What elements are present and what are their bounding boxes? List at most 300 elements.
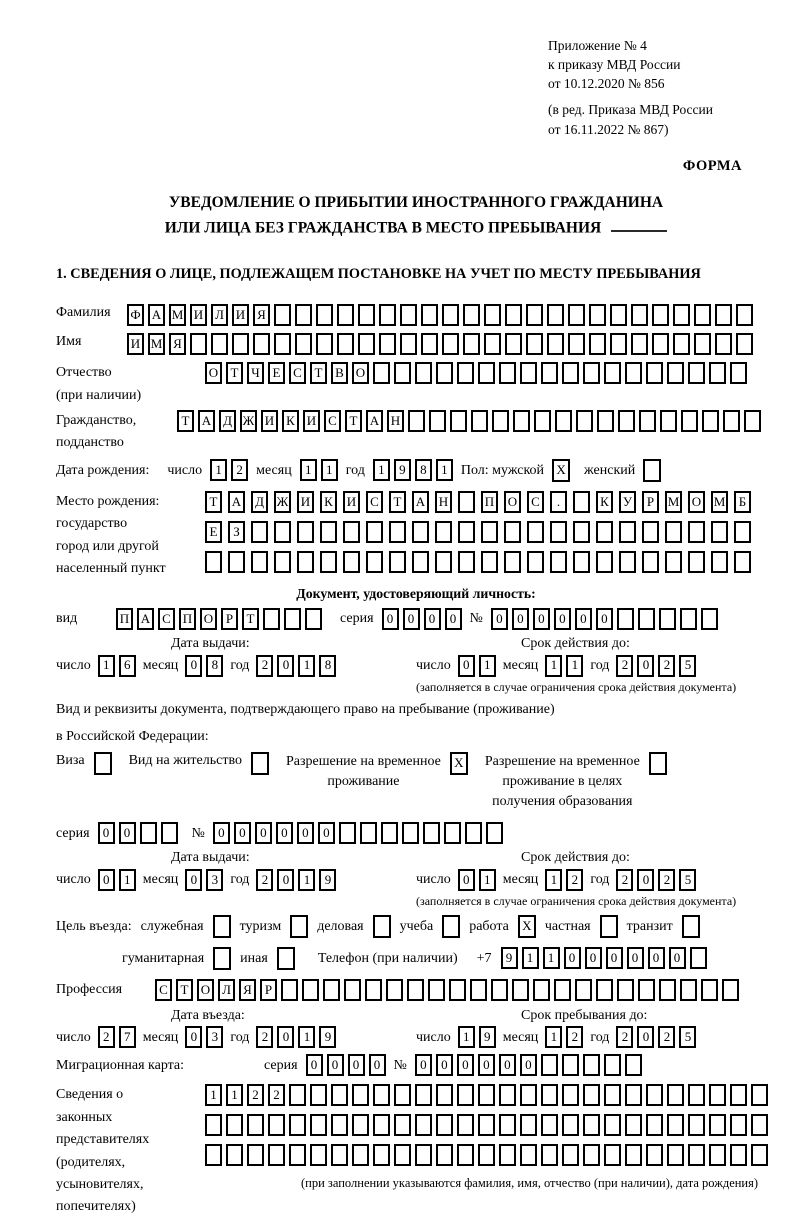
char-cell[interactable]: С <box>527 491 544 513</box>
char-cell[interactable]: 0 <box>648 947 665 969</box>
char-cell[interactable] <box>527 551 544 573</box>
char-cell[interactable] <box>400 304 417 326</box>
char-cell[interactable] <box>596 979 613 1001</box>
char-cell[interactable]: О <box>688 491 705 513</box>
char-cell[interactable] <box>625 362 642 384</box>
char-cell[interactable] <box>575 979 592 1001</box>
char-cell[interactable] <box>232 333 249 355</box>
char-cell[interactable]: Р <box>260 979 277 1001</box>
char-cell[interactable] <box>589 304 606 326</box>
char-cell[interactable]: 0 <box>596 608 613 630</box>
char-cell[interactable]: А <box>137 608 154 630</box>
char-cell[interactable] <box>331 1114 348 1136</box>
char-cell[interactable]: 1 <box>543 947 560 969</box>
char-cell[interactable]: 0 <box>424 608 441 630</box>
char-cell[interactable]: 0 <box>255 822 272 844</box>
char-cell[interactable]: А <box>148 304 165 326</box>
char-cell[interactable] <box>407 979 424 1001</box>
char-cell[interactable] <box>310 1144 327 1166</box>
char-cell[interactable] <box>400 333 417 355</box>
char-cell[interactable] <box>583 1114 600 1136</box>
char-cell[interactable]: 0 <box>669 947 686 969</box>
char-cell[interactable] <box>583 1054 600 1076</box>
char-cell[interactable] <box>394 1084 411 1106</box>
char-cell[interactable] <box>442 304 459 326</box>
char-cell[interactable]: О <box>504 491 521 513</box>
char-cell[interactable]: 1 <box>298 1026 315 1048</box>
char-cell[interactable] <box>550 551 567 573</box>
char-cell[interactable] <box>619 521 636 543</box>
char-cell[interactable] <box>415 1114 432 1136</box>
char-cell[interactable] <box>436 1084 453 1106</box>
char-cell[interactable] <box>450 410 467 432</box>
char-cell[interactable] <box>646 1144 663 1166</box>
char-cell[interactable] <box>547 304 564 326</box>
char-cell[interactable] <box>436 362 453 384</box>
purpose-option-checkbox[interactable]: X <box>518 915 536 938</box>
char-cell[interactable] <box>562 1114 579 1136</box>
char-cell[interactable]: А <box>198 410 215 432</box>
char-cell[interactable]: 2 <box>566 869 583 891</box>
char-cell[interactable] <box>352 1084 369 1106</box>
char-cell[interactable] <box>541 362 558 384</box>
char-cell[interactable] <box>715 333 732 355</box>
char-cell[interactable]: 2 <box>658 869 675 891</box>
char-cell[interactable]: 2 <box>256 655 273 677</box>
char-cell[interactable] <box>274 304 291 326</box>
char-cell[interactable] <box>366 521 383 543</box>
char-cell[interactable]: 1 <box>545 1026 562 1048</box>
char-cell[interactable]: 1 <box>522 947 539 969</box>
char-cell[interactable] <box>665 521 682 543</box>
char-cell[interactable]: И <box>297 491 314 513</box>
char-cell[interactable] <box>492 410 509 432</box>
char-cell[interactable] <box>504 521 521 543</box>
char-cell[interactable] <box>251 551 268 573</box>
char-cell[interactable] <box>481 551 498 573</box>
char-cell[interactable]: 0 <box>436 1054 453 1076</box>
char-cell[interactable]: Л <box>218 979 235 1001</box>
char-cell[interactable] <box>310 1084 327 1106</box>
char-cell[interactable]: Я <box>253 304 270 326</box>
char-cell[interactable] <box>295 304 312 326</box>
char-cell[interactable] <box>562 1144 579 1166</box>
char-cell[interactable] <box>680 608 697 630</box>
char-cell[interactable] <box>491 979 508 1001</box>
char-cell[interactable] <box>284 608 301 630</box>
char-cell[interactable] <box>512 979 529 1001</box>
char-cell[interactable]: 9 <box>501 947 518 969</box>
char-cell[interactable] <box>631 333 648 355</box>
char-cell[interactable]: 0 <box>382 608 399 630</box>
char-cell[interactable]: О <box>197 979 214 1001</box>
char-cell[interactable]: 1 <box>300 459 317 481</box>
char-cell[interactable] <box>604 1054 621 1076</box>
char-cell[interactable]: 0 <box>458 869 475 891</box>
char-cell[interactable] <box>688 551 705 573</box>
char-cell[interactable]: 6 <box>119 655 136 677</box>
char-cell[interactable]: 0 <box>520 1054 537 1076</box>
char-cell[interactable] <box>734 551 751 573</box>
char-cell[interactable] <box>610 333 627 355</box>
purpose-option-checkbox[interactable] <box>213 915 231 938</box>
char-cell[interactable] <box>583 1084 600 1106</box>
char-cell[interactable] <box>730 1114 747 1136</box>
char-cell[interactable] <box>343 521 360 543</box>
char-cell[interactable] <box>358 304 375 326</box>
char-cell[interactable] <box>373 1144 390 1166</box>
char-cell[interactable]: Т <box>310 362 327 384</box>
char-cell[interactable] <box>465 822 482 844</box>
char-cell[interactable] <box>673 333 690 355</box>
purpose-option-checkbox[interactable] <box>442 915 460 938</box>
char-cell[interactable]: . <box>550 491 567 513</box>
char-cell[interactable] <box>541 1084 558 1106</box>
checkbox-cell[interactable]: X <box>450 752 468 775</box>
char-cell[interactable]: Ж <box>274 491 291 513</box>
char-cell[interactable] <box>625 1144 642 1166</box>
purpose-option-checkbox[interactable] <box>682 915 700 938</box>
char-cell[interactable]: Т <box>226 362 243 384</box>
char-cell[interactable]: 2 <box>268 1084 285 1106</box>
char-cell[interactable] <box>421 333 438 355</box>
char-cell[interactable]: 1 <box>119 869 136 891</box>
char-cell[interactable] <box>505 333 522 355</box>
checkbox-cell[interactable] <box>251 752 269 775</box>
char-cell[interactable] <box>457 362 474 384</box>
char-cell[interactable] <box>415 1144 432 1166</box>
char-cell[interactable] <box>625 1114 642 1136</box>
char-cell[interactable] <box>550 521 567 543</box>
char-cell[interactable] <box>412 551 429 573</box>
char-cell[interactable] <box>667 362 684 384</box>
char-cell[interactable]: М <box>169 304 186 326</box>
char-cell[interactable] <box>573 491 590 513</box>
checkbox-cell[interactable] <box>643 459 661 482</box>
char-cell[interactable] <box>573 551 590 573</box>
char-cell[interactable] <box>583 1144 600 1166</box>
char-cell[interactable] <box>681 410 698 432</box>
char-cell[interactable]: 0 <box>457 1054 474 1076</box>
char-cell[interactable] <box>499 1144 516 1166</box>
purpose-option-checkbox[interactable] <box>373 915 391 938</box>
char-cell[interactable]: П <box>481 491 498 513</box>
char-cell[interactable]: А <box>412 491 429 513</box>
char-cell[interactable] <box>297 521 314 543</box>
char-cell[interactable] <box>646 1084 663 1106</box>
char-cell[interactable]: 2 <box>616 655 633 677</box>
char-cell[interactable] <box>358 333 375 355</box>
char-cell[interactable] <box>478 1114 495 1136</box>
char-cell[interactable]: 5 <box>679 1026 696 1048</box>
char-cell[interactable] <box>366 551 383 573</box>
char-cell[interactable]: М <box>665 491 682 513</box>
char-cell[interactable] <box>625 1084 642 1106</box>
char-cell[interactable]: 1 <box>479 869 496 891</box>
char-cell[interactable] <box>702 410 719 432</box>
char-cell[interactable]: 1 <box>373 459 390 481</box>
char-cell[interactable] <box>373 362 390 384</box>
char-cell[interactable] <box>481 521 498 543</box>
char-cell[interactable] <box>449 979 466 1001</box>
char-cell[interactable]: 1 <box>205 1084 222 1106</box>
char-cell[interactable]: О <box>352 362 369 384</box>
char-cell[interactable]: 0 <box>277 1026 294 1048</box>
char-cell[interactable] <box>435 521 452 543</box>
char-cell[interactable] <box>161 822 178 844</box>
char-cell[interactable]: 0 <box>445 608 462 630</box>
char-cell[interactable] <box>337 333 354 355</box>
char-cell[interactable] <box>344 979 361 1001</box>
char-cell[interactable]: 0 <box>637 655 654 677</box>
char-cell[interactable]: 8 <box>319 655 336 677</box>
char-cell[interactable] <box>386 979 403 1001</box>
char-cell[interactable] <box>389 551 406 573</box>
char-cell[interactable] <box>499 362 516 384</box>
char-cell[interactable] <box>659 979 676 1001</box>
char-cell[interactable] <box>436 1144 453 1166</box>
char-cell[interactable]: Т <box>177 410 194 432</box>
char-cell[interactable]: 8 <box>206 655 223 677</box>
char-cell[interactable]: Я <box>239 979 256 1001</box>
purpose-option-checkbox[interactable] <box>213 947 231 970</box>
char-cell[interactable]: К <box>596 491 613 513</box>
char-cell[interactable] <box>562 1054 579 1076</box>
char-cell[interactable] <box>302 979 319 1001</box>
char-cell[interactable]: 3 <box>206 869 223 891</box>
char-cell[interactable] <box>331 1144 348 1166</box>
char-cell[interactable]: 1 <box>458 1026 475 1048</box>
char-cell[interactable]: К <box>320 491 337 513</box>
char-cell[interactable] <box>320 521 337 543</box>
char-cell[interactable]: 0 <box>554 608 571 630</box>
checkbox-cell[interactable]: X <box>552 459 570 482</box>
char-cell[interactable]: 0 <box>297 822 314 844</box>
char-cell[interactable] <box>694 333 711 355</box>
char-cell[interactable] <box>389 521 406 543</box>
char-cell[interactable] <box>722 979 739 1001</box>
char-cell[interactable] <box>568 304 585 326</box>
char-cell[interactable]: 2 <box>247 1084 264 1106</box>
char-cell[interactable]: Т <box>205 491 222 513</box>
char-cell[interactable]: 2 <box>566 1026 583 1048</box>
char-cell[interactable]: 0 <box>564 947 581 969</box>
char-cell[interactable]: 0 <box>478 1054 495 1076</box>
char-cell[interactable] <box>646 362 663 384</box>
char-cell[interactable] <box>316 333 333 355</box>
char-cell[interactable]: 0 <box>499 1054 516 1076</box>
char-cell[interactable]: Н <box>387 410 404 432</box>
char-cell[interactable] <box>709 362 726 384</box>
char-cell[interactable] <box>694 304 711 326</box>
char-cell[interactable] <box>402 822 419 844</box>
char-cell[interactable] <box>541 1054 558 1076</box>
char-cell[interactable] <box>247 1144 264 1166</box>
char-cell[interactable]: 1 <box>479 655 496 677</box>
char-cell[interactable] <box>463 333 480 355</box>
char-cell[interactable] <box>736 304 753 326</box>
char-cell[interactable] <box>596 521 613 543</box>
char-cell[interactable] <box>711 521 728 543</box>
char-cell[interactable] <box>458 551 475 573</box>
char-cell[interactable] <box>205 1144 222 1166</box>
char-cell[interactable] <box>457 1084 474 1106</box>
char-cell[interactable] <box>709 1084 726 1106</box>
char-cell[interactable] <box>642 551 659 573</box>
char-cell[interactable] <box>289 1084 306 1106</box>
char-cell[interactable]: М <box>148 333 165 355</box>
char-cell[interactable] <box>520 1084 537 1106</box>
char-cell[interactable]: 1 <box>545 869 562 891</box>
char-cell[interactable] <box>429 410 446 432</box>
char-cell[interactable] <box>680 979 697 1001</box>
char-cell[interactable]: А <box>366 410 383 432</box>
char-cell[interactable] <box>562 1084 579 1106</box>
char-cell[interactable] <box>596 551 613 573</box>
char-cell[interactable] <box>352 1144 369 1166</box>
char-cell[interactable] <box>140 822 157 844</box>
char-cell[interactable]: 0 <box>403 608 420 630</box>
char-cell[interactable]: 0 <box>458 655 475 677</box>
char-cell[interactable]: П <box>116 608 133 630</box>
char-cell[interactable] <box>463 304 480 326</box>
char-cell[interactable] <box>373 1084 390 1106</box>
char-cell[interactable] <box>499 1084 516 1106</box>
char-cell[interactable] <box>589 333 606 355</box>
char-cell[interactable]: 0 <box>637 1026 654 1048</box>
char-cell[interactable] <box>604 1144 621 1166</box>
char-cell[interactable] <box>688 1084 705 1106</box>
char-cell[interactable]: 0 <box>369 1054 386 1076</box>
char-cell[interactable] <box>435 551 452 573</box>
char-cell[interactable] <box>541 1144 558 1166</box>
char-cell[interactable] <box>520 1144 537 1166</box>
char-cell[interactable] <box>642 521 659 543</box>
char-cell[interactable]: У <box>619 491 636 513</box>
char-cell[interactable] <box>268 1144 285 1166</box>
char-cell[interactable]: 0 <box>491 608 508 630</box>
char-cell[interactable]: 2 <box>256 869 273 891</box>
char-cell[interactable]: Б <box>734 491 751 513</box>
char-cell[interactable] <box>253 333 270 355</box>
char-cell[interactable]: 0 <box>575 608 592 630</box>
char-cell[interactable] <box>486 822 503 844</box>
char-cell[interactable] <box>316 304 333 326</box>
char-cell[interactable]: 1 <box>98 655 115 677</box>
char-cell[interactable] <box>547 333 564 355</box>
char-cell[interactable] <box>751 1114 768 1136</box>
char-cell[interactable] <box>619 551 636 573</box>
char-cell[interactable]: 0 <box>234 822 251 844</box>
char-cell[interactable]: 1 <box>298 869 315 891</box>
char-cell[interactable] <box>751 1144 768 1166</box>
char-cell[interactable]: 0 <box>277 869 294 891</box>
char-cell[interactable] <box>533 979 550 1001</box>
char-cell[interactable]: 0 <box>512 608 529 630</box>
char-cell[interactable]: 0 <box>348 1054 365 1076</box>
char-cell[interactable]: 0 <box>185 655 202 677</box>
char-cell[interactable]: С <box>324 410 341 432</box>
char-cell[interactable] <box>701 608 718 630</box>
char-cell[interactable] <box>457 1114 474 1136</box>
char-cell[interactable] <box>281 979 298 1001</box>
char-cell[interactable] <box>352 1114 369 1136</box>
char-cell[interactable] <box>610 304 627 326</box>
char-cell[interactable] <box>688 1144 705 1166</box>
char-cell[interactable]: С <box>155 979 172 1001</box>
checkbox-cell[interactable] <box>649 752 667 775</box>
char-cell[interactable] <box>421 304 438 326</box>
char-cell[interactable]: Т <box>242 608 259 630</box>
char-cell[interactable]: 2 <box>231 459 248 481</box>
char-cell[interactable] <box>690 947 707 969</box>
char-cell[interactable]: Д <box>251 491 268 513</box>
char-cell[interactable]: 5 <box>679 869 696 891</box>
char-cell[interactable] <box>751 1084 768 1106</box>
char-cell[interactable] <box>373 1114 390 1136</box>
char-cell[interactable]: 1 <box>566 655 583 677</box>
char-cell[interactable]: 9 <box>479 1026 496 1048</box>
char-cell[interactable]: 9 <box>319 1026 336 1048</box>
char-cell[interactable]: И <box>343 491 360 513</box>
char-cell[interactable] <box>688 1114 705 1136</box>
char-cell[interactable]: 0 <box>585 947 602 969</box>
char-cell[interactable] <box>412 521 429 543</box>
char-cell[interactable] <box>478 1144 495 1166</box>
char-cell[interactable] <box>667 1144 684 1166</box>
char-cell[interactable] <box>305 608 322 630</box>
char-cell[interactable] <box>289 1114 306 1136</box>
char-cell[interactable] <box>730 1084 747 1106</box>
char-cell[interactable]: 0 <box>306 1054 323 1076</box>
char-cell[interactable]: П <box>179 608 196 630</box>
char-cell[interactable]: В <box>331 362 348 384</box>
char-cell[interactable]: Т <box>176 979 193 1001</box>
char-cell[interactable] <box>554 979 571 1001</box>
char-cell[interactable]: 0 <box>277 655 294 677</box>
char-cell[interactable] <box>394 1114 411 1136</box>
char-cell[interactable] <box>652 304 669 326</box>
char-cell[interactable]: 1 <box>545 655 562 677</box>
char-cell[interactable] <box>471 410 488 432</box>
char-cell[interactable]: 2 <box>616 1026 633 1048</box>
char-cell[interactable] <box>323 979 340 1001</box>
char-cell[interactable] <box>617 608 634 630</box>
char-cell[interactable] <box>744 410 761 432</box>
char-cell[interactable]: Р <box>642 491 659 513</box>
char-cell[interactable] <box>513 410 530 432</box>
char-cell[interactable]: 1 <box>210 459 227 481</box>
char-cell[interactable]: 0 <box>533 608 550 630</box>
char-cell[interactable]: И <box>303 410 320 432</box>
char-cell[interactable] <box>226 1114 243 1136</box>
char-cell[interactable] <box>444 822 461 844</box>
char-cell[interactable] <box>652 333 669 355</box>
char-cell[interactable]: 0 <box>318 822 335 844</box>
char-cell[interactable]: 0 <box>627 947 644 969</box>
char-cell[interactable] <box>604 1084 621 1106</box>
char-cell[interactable] <box>638 979 655 1001</box>
char-cell[interactable] <box>520 1114 537 1136</box>
char-cell[interactable] <box>576 410 593 432</box>
char-cell[interactable]: А <box>228 491 245 513</box>
purpose-option-checkbox[interactable] <box>277 947 295 970</box>
char-cell[interactable]: Ж <box>240 410 257 432</box>
char-cell[interactable]: 8 <box>415 459 432 481</box>
checkbox-cell[interactable] <box>94 752 112 775</box>
char-cell[interactable] <box>562 362 579 384</box>
char-cell[interactable] <box>310 1114 327 1136</box>
